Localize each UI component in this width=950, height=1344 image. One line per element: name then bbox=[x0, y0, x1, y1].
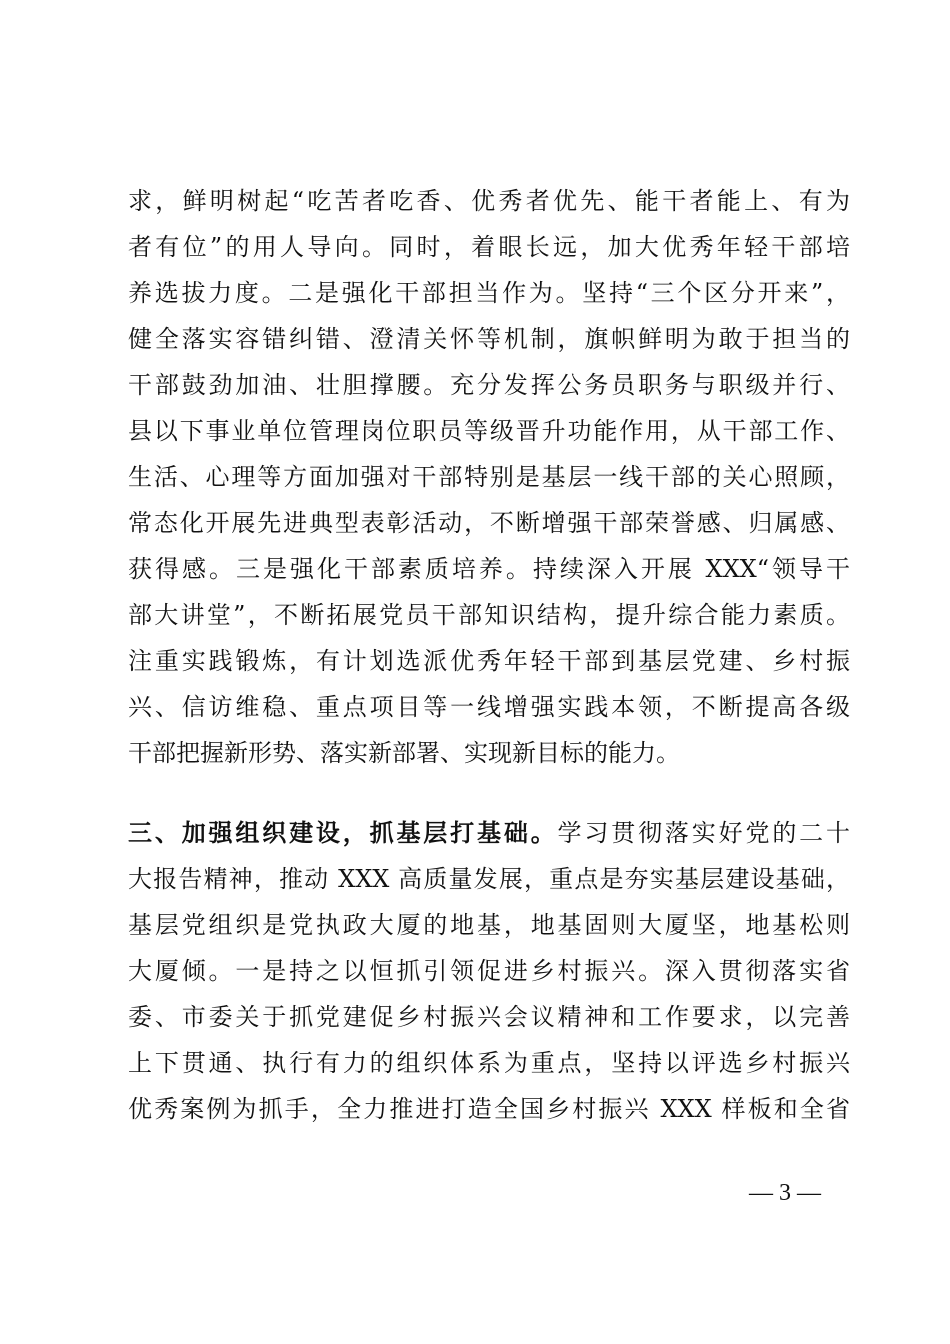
text-line: 获得感。三是强化干部素质培养。持续深入开展 XXX“领导干 bbox=[128, 555, 850, 583]
text-line: 生活、心理等方面加强对干部特别是基层一线干部的关心照顾， bbox=[128, 463, 850, 491]
text-line: 养选拔力度。二是强化干部担当作为。坚持“三个区分开来”， bbox=[128, 279, 850, 307]
text-line: 者有位”的用人导向。同时，着眼长远，加大优秀年轻干部培 bbox=[128, 233, 850, 261]
text-line: 委、市委关于抓党建促乡村振兴会议精神和工作要求，以完善 bbox=[128, 1003, 850, 1031]
text-line: 干部把握新形势、落实新部署、实现新目标的能力。 bbox=[128, 739, 680, 767]
section-heading: 三、加强组织建设，抓基层打基础。 bbox=[128, 818, 558, 847]
text-line: 基层党组织是党执政大厦的地基，地基固则大厦坚，地基松则 bbox=[128, 911, 850, 939]
paragraph-cadre-development bbox=[128, 178, 850, 776]
text-line: 健全落实容错纠错、澄清关怀等机制，旗帜鲜明为敢于担当的 bbox=[128, 325, 850, 353]
page-number: — 3 — bbox=[749, 1180, 821, 1206]
text-line: 县以下事业单位管理岗位职员等级晋升功能作用，从干部工作、 bbox=[128, 417, 850, 445]
text-line: 兴、信访维稳、重点项目等一线增强实践本领，不断提高各级 bbox=[128, 693, 850, 721]
text-line: 常态化开展先进典型表彰活动，不断增强干部荣誉感、归属感、 bbox=[128, 509, 850, 537]
text-line: 上下贯通、执行有力的组织体系为重点，坚持以评选乡村振兴 bbox=[128, 1049, 850, 1077]
paragraph-organization-building bbox=[128, 810, 850, 1132]
text-line: 部大讲堂”，不断拓展党员干部知识结构，提升综合能力素质。 bbox=[128, 601, 850, 629]
text-line: 大厦倾。一是持之以恒抓引领促进乡村振兴。深入贯彻落实省 bbox=[128, 957, 850, 985]
text-line: 干部鼓劲加油、壮胆撑腰。充分发挥公务员职务与职级并行、 bbox=[128, 371, 850, 399]
text-line: 注重实践锻炼，有计划选派优秀年轻干部到基层党建、乡村振 bbox=[128, 647, 850, 675]
text-line: 求，鲜明树起“吃苦者吃香、优秀者优先、能干者能上、有为 bbox=[128, 187, 850, 215]
text-line-rest: 学习贯彻落实好党的二十 bbox=[557, 819, 851, 847]
text-line-with-heading bbox=[128, 810, 850, 856]
text-line: 优秀案例为抓手，全力推进打造全国乡村振兴 XXX 样板和全省 bbox=[128, 1095, 850, 1123]
text-line: 大报告精神，推动 XXX 高质量发展，重点是夯实基层建设基础， bbox=[128, 865, 850, 893]
